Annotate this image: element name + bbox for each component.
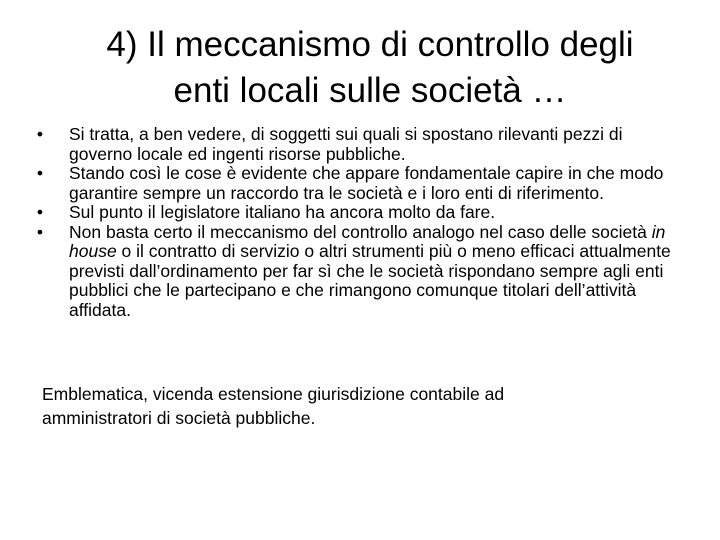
bullet-item xyxy=(30,203,690,223)
bullet-item xyxy=(30,125,690,164)
bullet-dot-icon: • xyxy=(36,124,44,144)
closing-note xyxy=(42,382,642,430)
slide-title-line: enti locali sulle società … xyxy=(173,71,567,110)
bullet-list xyxy=(30,125,690,320)
slide-title xyxy=(40,22,700,114)
bullet-text: Sul punto il legislatore italiano ha ancora molto da fare. xyxy=(69,202,496,222)
bullet-dot-icon: • xyxy=(36,221,44,242)
closing-note-line: Emblematica, vicenda estensione giurisdizione contabile ad xyxy=(42,384,505,404)
italic-term: in house xyxy=(69,221,666,261)
bullet-text xyxy=(69,222,671,320)
slide-title-line: 4) Il meccanismo di controllo degli xyxy=(106,25,634,64)
closing-note-line: amministratori di società pubbliche. xyxy=(42,408,316,428)
bullet-item xyxy=(30,223,690,321)
bullet-text-part: o il contratto di servizio o altri strumenti più o meno efficaci attualmente previsti dall’ordinamento per far sì che le società rispondano sempre agli enti pubblici che le partecipano e che rimangono comunque titolari dell’attività affidata. xyxy=(69,241,671,320)
bullet-dot-icon: • xyxy=(36,163,44,183)
bullet-text-part: Non basta certo il meccanismo del controllo analogo nel caso delle società xyxy=(69,221,652,242)
bullet-text: Si tratta, a ben vedere, di soggetti sui quali si spostano rilevanti pezzi di governo locale ed ingenti risorse pubbliche. xyxy=(69,124,623,164)
bullet-text: Stando così le cose è evidente che appare fondamentale capire in che modo garantire sempre un raccordo tra le società e i loro enti di riferimento. xyxy=(69,163,664,203)
bullet-item xyxy=(30,164,690,203)
bullet-dot-icon: • xyxy=(36,202,44,222)
